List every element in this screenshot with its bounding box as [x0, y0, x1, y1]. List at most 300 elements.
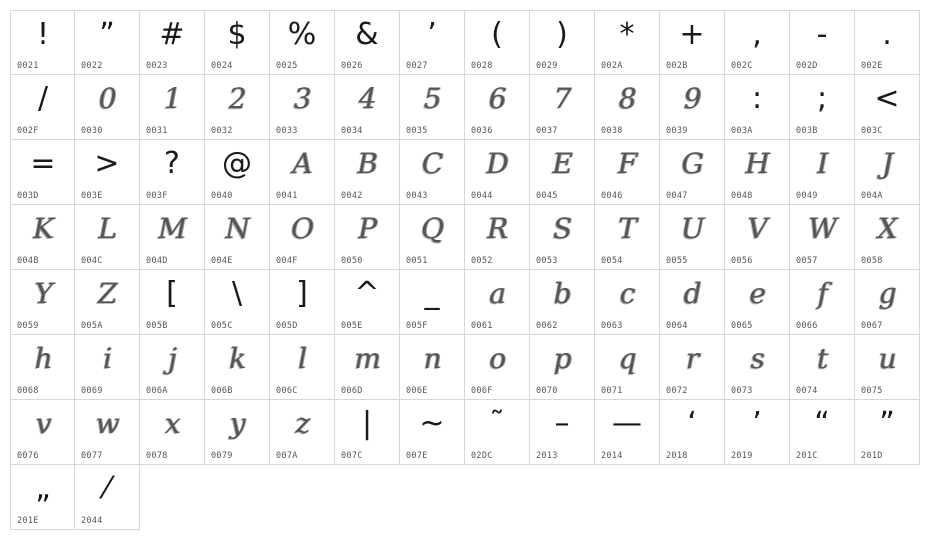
glyph-code-label: 0067 — [861, 321, 883, 331]
glyph-code-label: 0024 — [211, 61, 233, 71]
glyph-preview: w — [95, 407, 119, 440]
glyph-preview: 3 — [293, 82, 311, 115]
glyph-code-label: 0058 — [861, 256, 883, 266]
glyph-code-label: 0037 — [536, 126, 558, 136]
glyph-code-label: 0032 — [211, 126, 233, 136]
glyph-preview: ” — [99, 17, 115, 52]
glyph-preview: M — [158, 212, 186, 245]
glyph-preview: r — [685, 342, 699, 375]
glyph-code-label: 0075 — [861, 386, 883, 396]
glyph-code-label: 0074 — [796, 386, 818, 396]
glyph-code-label: 002D — [796, 61, 818, 71]
glyph-code-label: 2013 — [536, 451, 558, 461]
glyph-preview: / — [37, 81, 49, 116]
glyph-preview: N — [225, 212, 249, 245]
glyph-cell-002F — [10, 75, 75, 140]
glyph-cell-0078 — [140, 400, 205, 465]
glyph-preview: v — [35, 407, 51, 440]
glyph-code-label: 0038 — [601, 126, 623, 136]
glyph-cell-002C — [725, 10, 790, 75]
glyph-cell-0073 — [725, 335, 790, 400]
glyph-code-label: 02DC — [471, 451, 493, 461]
glyph-preview: = — [30, 146, 56, 181]
glyph-preview: ~ — [419, 406, 445, 441]
glyph-preview: ] — [296, 276, 308, 311]
glyph-preview: ? — [164, 146, 180, 181]
glyph-preview: H — [745, 147, 769, 180]
glyph-cell-005F — [400, 270, 465, 335]
glyph-cell-003C — [855, 75, 920, 140]
glyph-cell-0071 — [595, 335, 660, 400]
glyph-code-label: 0054 — [601, 256, 623, 266]
glyph-preview: D — [486, 147, 508, 180]
glyph-cell-0034 — [335, 75, 400, 140]
glyph-preview: y — [229, 407, 245, 440]
glyph-preview: G — [681, 147, 703, 180]
glyph-preview: \ — [231, 276, 243, 311]
glyph-cell-201C — [790, 400, 855, 465]
glyph-cell-002A — [595, 10, 660, 75]
glyph-code-label: 0036 — [471, 126, 493, 136]
glyph-preview: B — [357, 147, 377, 180]
glyph-code-label: 003F — [146, 191, 168, 201]
glyph-preview: k — [229, 342, 245, 375]
glyph-cell-2018 — [660, 400, 725, 465]
glyph-cell-0035 — [400, 75, 465, 140]
glyph-code-label: 006E — [406, 386, 428, 396]
glyph-code-label: 0053 — [536, 256, 558, 266]
glyph-cell-0070 — [530, 335, 595, 400]
glyph-code-label: 0050 — [341, 256, 363, 266]
glyph-code-label: 0063 — [601, 321, 623, 331]
glyph-preview: l — [298, 342, 306, 375]
glyph-preview: + — [679, 17, 705, 52]
glyph-cell-0043 — [400, 140, 465, 205]
glyph-code-label: 0049 — [796, 191, 818, 201]
glyph-cell-004A — [855, 140, 920, 205]
glyph-code-label: 006D — [341, 386, 363, 396]
glyph-cell-0061 — [465, 270, 530, 335]
glyph-cell-0045 — [530, 140, 595, 205]
glyph-preview: ’ — [427, 17, 437, 52]
glyph-code-label: 0078 — [146, 451, 168, 461]
glyph-code-label: 0042 — [341, 191, 363, 201]
glyph-cell-2019 — [725, 400, 790, 465]
glyph-preview: 7 — [553, 82, 571, 115]
glyph-cell-0064 — [660, 270, 725, 335]
glyph-preview: ( — [491, 17, 503, 52]
glyph-code-label: 007C — [341, 451, 363, 461]
glyph-cell-003A — [725, 75, 790, 140]
glyph-preview: h — [34, 342, 52, 375]
glyph-code-label: 0055 — [666, 256, 688, 266]
glyph-preview: „ — [35, 471, 51, 506]
glyph-code-label: 0045 — [536, 191, 558, 201]
glyph-cell-005D — [270, 270, 335, 335]
glyph-cell-0044 — [465, 140, 530, 205]
glyph-preview: , — [752, 17, 762, 52]
glyph-cell-006F — [465, 335, 530, 400]
glyph-preview: ) — [556, 17, 568, 52]
glyph-preview: @ — [222, 146, 252, 181]
glyph-cell-0030 — [75, 75, 140, 140]
glyph-preview: Q — [421, 212, 443, 245]
glyph-preview: — — [612, 406, 642, 441]
glyph-preview: q — [618, 342, 636, 375]
glyph-cell-0037 — [530, 75, 595, 140]
glyph-preview: – — [554, 406, 570, 441]
glyph-preview: & — [355, 17, 379, 52]
glyph-preview: J — [881, 147, 893, 180]
glyph-cell-0052 — [465, 205, 530, 270]
glyph-code-label: 007A — [276, 451, 298, 461]
glyph-cell-004E — [205, 205, 270, 270]
glyph-code-label: 0025 — [276, 61, 298, 71]
glyph-cell-2014 — [595, 400, 660, 465]
glyph-cell-0033 — [270, 75, 335, 140]
glyph-code-label: 0028 — [471, 61, 493, 71]
glyph-code-label: 006A — [146, 386, 168, 396]
glyph-cell-0039 — [660, 75, 725, 140]
glyph-cell-002B — [660, 10, 725, 75]
glyph-cell-0076 — [10, 400, 75, 465]
glyph-preview: ⁄ — [104, 471, 110, 506]
glyph-code-label: 002B — [666, 61, 688, 71]
glyph-code-label: 0031 — [146, 126, 168, 136]
glyph-code-label: 0072 — [666, 386, 688, 396]
glyph-preview: O — [291, 212, 313, 245]
glyph-preview: 4 — [358, 82, 376, 115]
glyph-preview: 0 — [98, 82, 116, 115]
glyph-code-label: 0047 — [666, 191, 688, 201]
glyph-cell-0050 — [335, 205, 400, 270]
glyph-preview: n — [423, 342, 441, 375]
glyph-cell-003F — [140, 140, 205, 205]
glyph-cell-0041 — [270, 140, 335, 205]
glyph-cell-0066 — [790, 270, 855, 335]
glyph-cell-02DC — [465, 400, 530, 465]
glyph-code-label: 002A — [601, 61, 623, 71]
glyph-preview: F — [617, 147, 637, 180]
glyph-code-label: 201C — [796, 451, 818, 461]
glyph-cell-0029 — [530, 10, 595, 75]
glyph-preview: % — [287, 17, 317, 52]
glyph-preview: 9 — [683, 82, 701, 115]
glyph-code-label: 0073 — [731, 386, 753, 396]
glyph-code-label: 004F — [276, 256, 298, 266]
glyph-preview: c — [619, 277, 635, 310]
glyph-code-label: 0043 — [406, 191, 428, 201]
glyph-code-label: 0064 — [666, 321, 688, 331]
glyph-cell-0021 — [10, 10, 75, 75]
glyph-code-label: 0066 — [796, 321, 818, 331]
glyph-code-label: 0022 — [81, 61, 103, 71]
glyph-preview: e — [749, 277, 765, 310]
glyph-code-label: 0056 — [731, 256, 753, 266]
glyph-preview: # — [159, 17, 185, 52]
glyph-preview: 8 — [618, 82, 636, 115]
glyph-preview: . — [882, 17, 892, 52]
glyph-preview: o — [489, 342, 505, 375]
glyph-cell-0023 — [140, 10, 205, 75]
glyph-cell-006A — [140, 335, 205, 400]
glyph-code-label: 006C — [276, 386, 298, 396]
glyph-code-label: 0076 — [17, 451, 39, 461]
glyph-cell-007E — [400, 400, 465, 465]
glyph-code-label: 004C — [81, 256, 103, 266]
glyph-cell-0024 — [205, 10, 270, 75]
glyph-cell-002D — [790, 10, 855, 75]
glyph-preview: | — [361, 406, 373, 441]
glyph-preview: Y — [34, 277, 52, 310]
glyph-preview: - — [816, 17, 828, 52]
glyph-cell-0079 — [205, 400, 270, 465]
glyph-cell-0047 — [660, 140, 725, 205]
glyph-cell-0036 — [465, 75, 530, 140]
glyph-preview: T — [618, 212, 636, 245]
glyph-code-label: 2014 — [601, 451, 623, 461]
glyph-preview: “ — [814, 406, 830, 441]
glyph-cell-003D — [10, 140, 75, 205]
glyph-preview: A — [292, 147, 312, 180]
glyph-code-label: 0052 — [471, 256, 493, 266]
glyph-code-label: 0027 — [406, 61, 428, 71]
glyph-preview: u — [878, 342, 896, 375]
glyph-preview: d — [683, 277, 701, 310]
glyph-code-label: 0068 — [17, 386, 39, 396]
glyph-preview: K — [33, 212, 53, 245]
glyph-code-label: 0034 — [341, 126, 363, 136]
glyph-code-label: 002E — [861, 61, 883, 71]
glyph-preview: ‘ — [687, 406, 697, 441]
glyph-code-label: 003E — [81, 191, 103, 201]
glyph-cell-0074 — [790, 335, 855, 400]
glyph-cell-201E — [10, 465, 75, 530]
glyph-cell-0025 — [270, 10, 335, 75]
glyph-cell-0063 — [595, 270, 660, 335]
glyph-cell-0072 — [660, 335, 725, 400]
glyph-preview: ^ — [354, 276, 380, 311]
glyph-cell-0048 — [725, 140, 790, 205]
glyph-code-label: 002C — [731, 61, 753, 71]
glyph-cell-005C — [205, 270, 270, 335]
glyph-preview: $ — [227, 17, 247, 52]
glyph-preview: s — [750, 342, 764, 375]
glyph-cell-0038 — [595, 75, 660, 140]
glyph-code-label: 0070 — [536, 386, 558, 396]
glyph-cell-006E — [400, 335, 465, 400]
glyph-cell-003E — [75, 140, 140, 205]
glyph-code-label: 0077 — [81, 451, 103, 461]
glyph-cell-0075 — [855, 335, 920, 400]
glyph-preview: f — [817, 277, 827, 310]
glyph-cell-2013 — [530, 400, 595, 465]
glyph-code-label: 0040 — [211, 191, 233, 201]
glyph-preview: < — [874, 81, 900, 116]
glyph-cell-0069 — [75, 335, 140, 400]
glyph-cell-004B — [10, 205, 75, 270]
glyph-preview: U — [680, 212, 704, 245]
glyph-preview: [ — [166, 276, 178, 311]
glyph-code-label: 004D — [146, 256, 168, 266]
glyph-cell-004D — [140, 205, 205, 270]
glyph-code-label: 0065 — [731, 321, 753, 331]
glyph-code-label: 201E — [17, 516, 39, 526]
glyph-cell-201D — [855, 400, 920, 465]
glyph-code-label: 2019 — [731, 451, 753, 461]
glyph-cell-0053 — [530, 205, 595, 270]
glyph-preview: P — [358, 212, 376, 245]
glyph-preview: z — [295, 407, 309, 440]
glyph-cell-0040 — [205, 140, 270, 205]
glyph-code-label: 004A — [861, 191, 883, 201]
glyph-preview: X — [877, 212, 897, 245]
glyph-preview: V — [747, 212, 767, 245]
glyph-code-label: 0039 — [666, 126, 688, 136]
glyph-code-label: 002F — [17, 126, 39, 136]
glyph-cell-0032 — [205, 75, 270, 140]
glyph-cell-0055 — [660, 205, 725, 270]
glyph-preview: t — [816, 342, 828, 375]
glyph-preview: S — [552, 212, 572, 245]
glyph-preview: Z — [97, 277, 117, 310]
glyph-code-label: 003A — [731, 126, 753, 136]
glyph-preview: 5 — [423, 82, 441, 115]
glyph-cell-007C — [335, 400, 400, 465]
glyph-preview: ; — [816, 81, 828, 116]
glyph-cell-0058 — [855, 205, 920, 270]
glyph-preview: b — [553, 277, 571, 310]
glyph-cell-006D — [335, 335, 400, 400]
glyph-preview: p — [553, 342, 571, 375]
glyph-preview: 6 — [488, 82, 506, 115]
glyph-cell-006B — [205, 335, 270, 400]
glyph-cell-007A — [270, 400, 335, 465]
glyph-code-label: 003D — [17, 191, 39, 201]
glyph-code-label: 0069 — [81, 386, 103, 396]
glyph-preview: I — [816, 147, 828, 180]
glyph-cell-2044 — [75, 465, 140, 530]
glyph-cell-002E — [855, 10, 920, 75]
glyph-cell-0057 — [790, 205, 855, 270]
glyph-code-label: 0048 — [731, 191, 753, 201]
glyph-code-label: 005D — [276, 321, 298, 331]
glyph-cell-0042 — [335, 140, 400, 205]
glyph-code-label: 0061 — [471, 321, 493, 331]
glyph-cell-005B — [140, 270, 205, 335]
glyph-code-label: 0041 — [276, 191, 298, 201]
glyph-code-label: 0051 — [406, 256, 428, 266]
glyph-cell-006C — [270, 335, 335, 400]
glyph-code-label: 0046 — [601, 191, 623, 201]
glyph-code-label: 007E — [406, 451, 428, 461]
glyph-code-label: 0059 — [17, 321, 39, 331]
glyph-cell-0022 — [75, 10, 140, 75]
glyph-code-label: 004E — [211, 256, 233, 266]
glyph-preview: ˜ — [489, 406, 505, 441]
glyph-cell-0054 — [595, 205, 660, 270]
glyph-preview: a — [489, 277, 505, 310]
glyph-cell-0028 — [465, 10, 530, 75]
glyph-preview: * — [619, 17, 635, 52]
glyph-preview: C — [421, 147, 443, 180]
glyph-preview: > — [94, 146, 120, 181]
glyph-preview: : — [751, 81, 763, 116]
glyph-code-label: 006B — [211, 386, 233, 396]
glyph-code-label: 003C — [861, 126, 883, 136]
glyph-cell-0062 — [530, 270, 595, 335]
glyph-cell-0059 — [10, 270, 75, 335]
glyph-code-label: 0062 — [536, 321, 558, 331]
glyph-code-label: 003B — [796, 126, 818, 136]
glyph-code-label: 005B — [146, 321, 168, 331]
glyph-cell-0026 — [335, 10, 400, 75]
glyph-cell-003B — [790, 75, 855, 140]
glyph-cell-0077 — [75, 400, 140, 465]
glyph-cell-0051 — [400, 205, 465, 270]
glyph-cell-0056 — [725, 205, 790, 270]
glyph-preview: R — [486, 212, 508, 245]
glyph-code-label: 0035 — [406, 126, 428, 136]
glyph-code-label: 0044 — [471, 191, 493, 201]
glyph-cell-0067 — [855, 270, 920, 335]
glyph-code-label: 005F — [406, 321, 428, 331]
glyph-preview: _ — [424, 276, 440, 311]
glyph-preview: j — [168, 342, 176, 375]
glyph-cell-005A — [75, 270, 140, 335]
glyph-preview: W — [808, 212, 836, 245]
glyph-cell-0068 — [10, 335, 75, 400]
glyph-code-label: 0021 — [17, 61, 39, 71]
glyph-cell-004C — [75, 205, 140, 270]
glyph-cell-004F — [270, 205, 335, 270]
glyph-code-label: 006F — [471, 386, 493, 396]
glyph-code-label: 0033 — [276, 126, 298, 136]
glyph-code-label: 005E — [341, 321, 363, 331]
glyph-preview: E — [552, 147, 572, 180]
glyph-preview: i — [103, 342, 111, 375]
glyph-preview: 1 — [163, 82, 181, 115]
glyph-code-label: 0030 — [81, 126, 103, 136]
glyph-code-label: 0023 — [146, 61, 168, 71]
glyph-preview: x — [164, 407, 180, 440]
glyph-preview: m — [354, 342, 380, 375]
glyph-preview: L — [98, 212, 116, 245]
glyph-cell-0027 — [400, 10, 465, 75]
glyph-preview: g — [878, 277, 896, 310]
glyph-cell-0046 — [595, 140, 660, 205]
glyph-cell-0031 — [140, 75, 205, 140]
glyph-code-label: 2018 — [666, 451, 688, 461]
glyph-code-label: 005A — [81, 321, 103, 331]
glyph-code-label: 0071 — [601, 386, 623, 396]
glyph-code-label: 0029 — [536, 61, 558, 71]
glyph-code-label: 0026 — [341, 61, 363, 71]
glyph-cell-0049 — [790, 140, 855, 205]
glyph-preview: ! — [36, 17, 50, 52]
glyph-code-label: 004B — [17, 256, 39, 266]
glyph-preview: ’ — [752, 406, 762, 441]
glyph-preview: 2 — [228, 82, 246, 115]
glyph-preview: ” — [879, 406, 895, 441]
glyph-code-label: 2044 — [81, 516, 103, 526]
glyph-code-label: 0079 — [211, 451, 233, 461]
glyph-cell-005E — [335, 270, 400, 335]
glyph-code-label: 005C — [211, 321, 233, 331]
glyph-cell-0065 — [725, 270, 790, 335]
glyph-code-label: 201D — [861, 451, 883, 461]
glyph-code-label: 0057 — [796, 256, 818, 266]
